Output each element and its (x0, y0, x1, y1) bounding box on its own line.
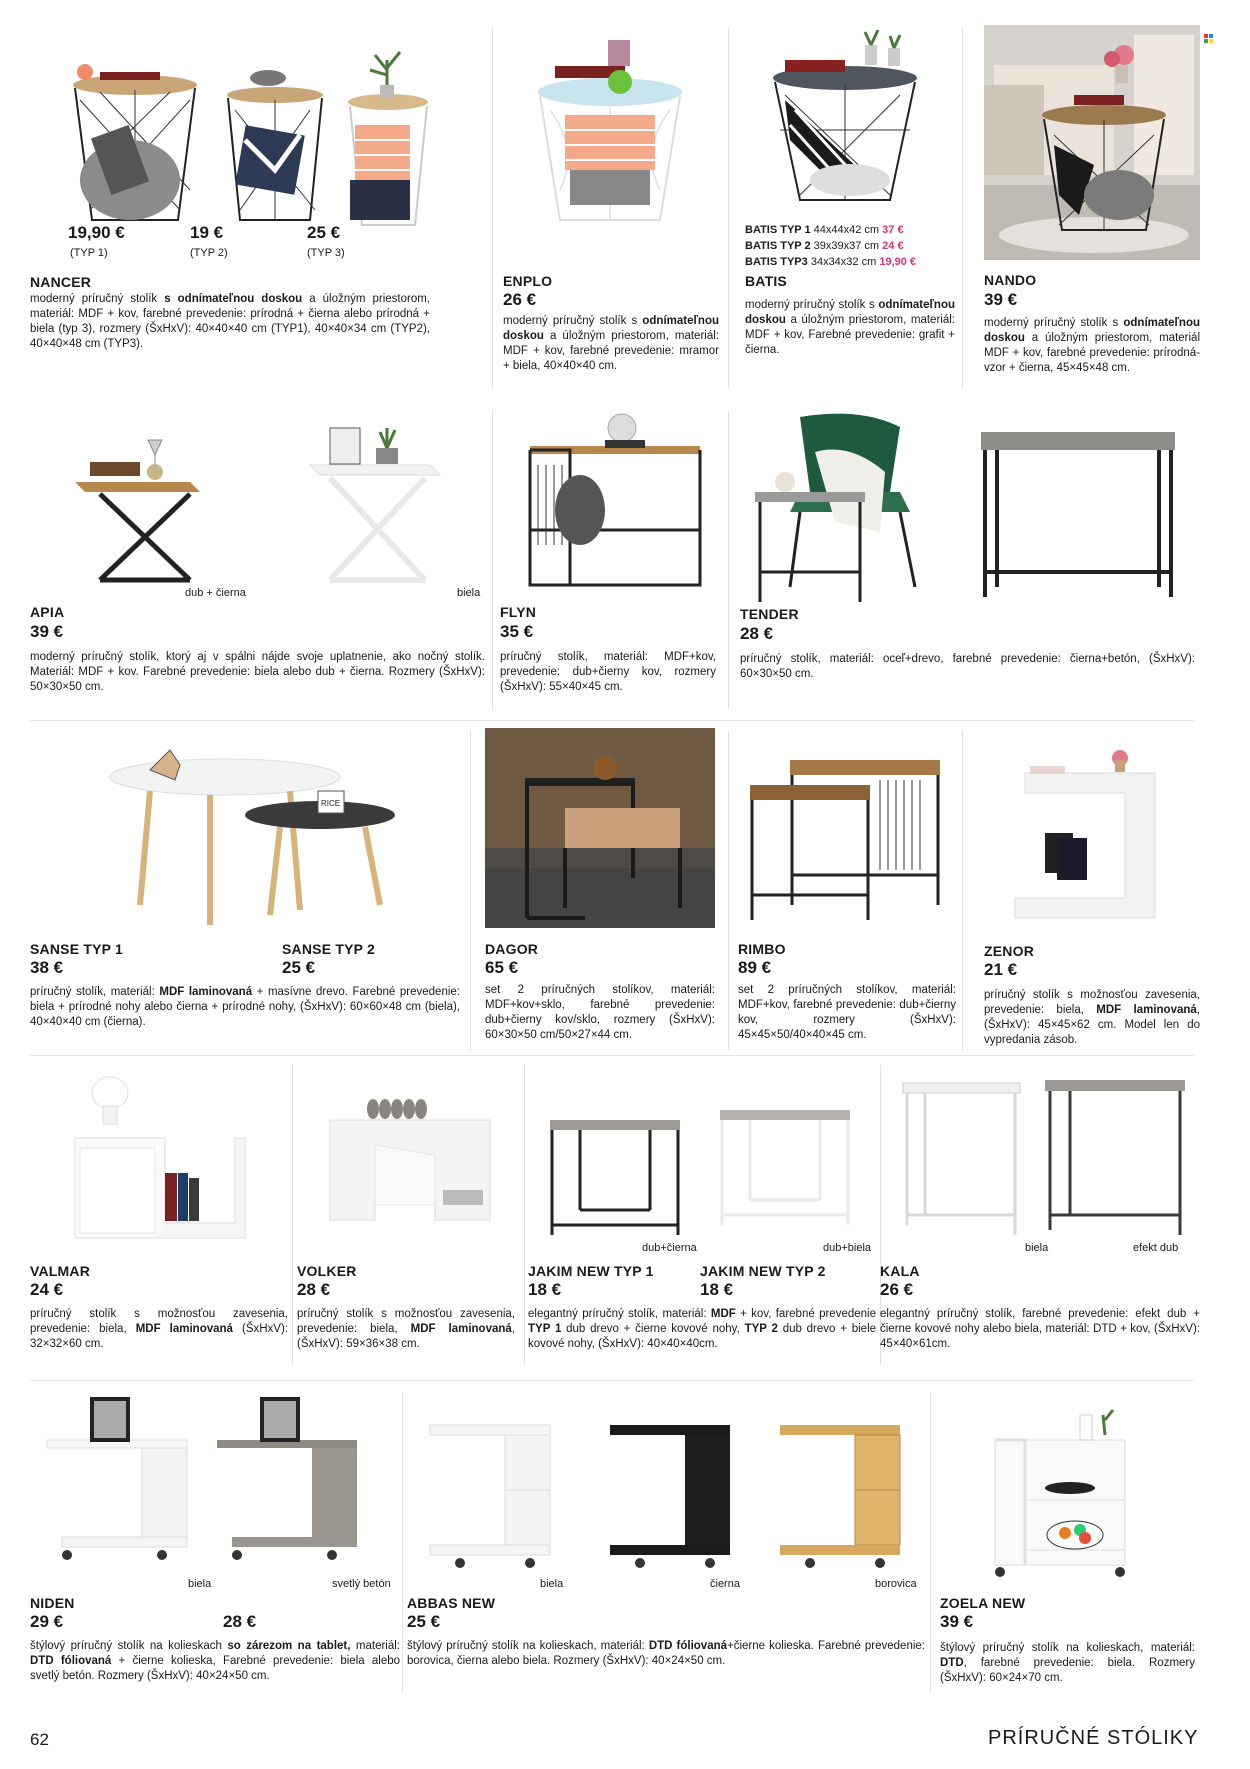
jakim-product-image (540, 1100, 870, 1240)
zenor-description: príručný stolík s možnosťou zavesenia, prevedenie: biela, MDF laminovaná, (ŠxHxV): 45×45×62 cm. Model len do vypredania zásob. (984, 989, 1200, 1046)
nando-product-name: NANDO (984, 272, 1037, 288)
volker-product-image (325, 1095, 495, 1225)
apia-product-name: APIA (30, 604, 65, 620)
column-divider (962, 730, 963, 1050)
column-divider (492, 410, 493, 710)
column-divider (728, 730, 729, 1050)
nando-product-image (984, 25, 1200, 260)
dagor-product-name: DAGOR (485, 941, 539, 957)
sanse-typ2-price: 25 € (282, 958, 316, 977)
tender-description: príručný stolík, materiál: oceľ+drevo, farebné prevedenie: čierna+betón, (ŠxHxV): 60×30×50 cm. (740, 653, 1195, 680)
rimbo-description: set 2 príručných stolíkov, materiál: MDF+kov, farebné prevedenie: dub+čierny kov, rozmery (ŠxHxV): 45×45×50/40×40×45 cm. (738, 984, 956, 1041)
zenor-product-name: ZENOR (984, 943, 1034, 959)
abbas-price: 25 € (407, 1612, 441, 1631)
zoela-description: štýlový príručný stolík na kolieskach, materiál: DTD, farebné prevedenie: biela. Rozmery (ŠxHxV): 60×24×70 cm. (940, 1642, 1195, 1684)
rimbo-product-name: RIMBO (738, 941, 786, 957)
row-divider (30, 1055, 1194, 1056)
jakim-variant-label: dub+biela (823, 1242, 872, 1254)
zenor-price: 21 € (984, 960, 1018, 979)
batis-product-image (740, 30, 950, 220)
page-number: 62 (30, 1730, 49, 1749)
column-divider (524, 1065, 525, 1365)
batis-product-name: BATIS (745, 273, 787, 289)
kala-variant-label: efekt dub (1133, 1242, 1179, 1254)
column-divider (470, 730, 471, 1050)
tender-product-name: TENDER (740, 606, 799, 622)
rimbo-price: 89 € (738, 958, 772, 977)
niden-price-white: 29 € (30, 1612, 64, 1631)
column-divider (930, 1392, 931, 1692)
enplo-product-image (500, 30, 720, 230)
valmar-product-image (65, 1068, 265, 1248)
nancer-typ2-price: 19 € (190, 223, 224, 242)
kala-product-name: KALA (880, 1263, 920, 1279)
jakim-typ1-name: JAKIM NEW TYP 1 (528, 1263, 654, 1279)
niden-price-concrete: 28 € (223, 1612, 257, 1631)
zoela-price: 39 € (940, 1612, 974, 1631)
dagor-price: 65 € (485, 958, 519, 977)
abbas-description: štýlový príručný stolík na kolieskach, materiál: DTD fóliovaná+čierne kolieska. Farebné prevedenie: borovica, čierna alebo biela. Rozmery (ŠxHxV): 40×24×50 cm. (407, 1640, 925, 1667)
abbas-product-image (425, 1415, 915, 1575)
batis-typ2-variant: BATIS TYP 2 39x39x37 cm 24 € (745, 240, 904, 252)
brand-logo-icon (1204, 34, 1214, 44)
column-divider (962, 28, 963, 388)
kala-price: 26 € (880, 1280, 914, 1299)
niden-variant-label: biela (188, 1578, 212, 1590)
niden-product-name: NIDEN (30, 1595, 75, 1611)
flyn-product-image (510, 410, 720, 600)
sanse-typ2-name: SANSE TYP 2 (282, 941, 375, 957)
batis-typ3-variant: BATIS TYP3 34x34x32 cm 19,90 € (745, 256, 917, 268)
sanse-typ1-price: 38 € (30, 958, 64, 977)
column-divider (402, 1392, 403, 1692)
nando-description: moderný príručný stolík s odnímateľnou doskou a úložným priestorom, materiál MDF + kov, farebné prevedenie: prírodná-vzor + čierna, 45×45×48 cm. (984, 317, 1200, 374)
zoela-product-name: ZOELA NEW (940, 1595, 1026, 1611)
kala-variant-label: biela (1025, 1242, 1049, 1254)
row-divider (30, 720, 1194, 721)
sanse-typ1-name: SANSE TYP 1 (30, 941, 123, 957)
jakim-variant-label: dub+čierna (642, 1242, 697, 1254)
apia-product-image (30, 410, 490, 610)
volker-description: príručný stolík s možnosťou zavesenia, prevedenie: biela, MDF laminovaná, (ŠxHxV): 59×36×38 cm. (297, 1308, 515, 1350)
section-title: PRÍRUČNÉ STÓLIKY (988, 1727, 1199, 1749)
abbas-product-name: ABBAS NEW (407, 1595, 496, 1611)
nancer-product-name: NANCER (30, 274, 92, 290)
apia-price: 39 € (30, 622, 64, 641)
nancer-typ2-label: (TYP 2) (190, 247, 228, 259)
tender-price: 28 € (740, 624, 774, 643)
niden-product-image (42, 1392, 382, 1572)
valmar-description: príručný stolík s možnosťou zavesenia, prevedenie: biela, MDF laminovaná (ŠxHxV): 32×32×60 cm. (30, 1308, 288, 1350)
column-divider (292, 1065, 293, 1365)
niden-variant-label: svetlý betón (332, 1578, 391, 1590)
kala-description: elegantný príručný stolík, farebné prevedenie: efekt dub + čierne kovové nohy alebo biela, materiál: DTD + kov, (ŠxHxV): 45×40×61cm. (880, 1308, 1200, 1350)
flyn-description: príručný stolík, materiál: MDF+kov, prevedenie: dub+čierny kov, rozmery (ŠxHxV): 55×40×45 cm. (500, 651, 716, 693)
abbas-variant-label: biela (540, 1578, 564, 1590)
mug-text: RICE (321, 799, 341, 808)
flyn-price: 35 € (500, 622, 534, 641)
nancer-typ1-price: 19,90 € (68, 223, 125, 242)
column-divider (728, 410, 729, 710)
sanse-description: príručný stolík, materiál: MDF laminovaná + masívne drevo. Farebné prevedenie: biela + prírodné nohy alebo čierna + prírodné nohy, (ŠxHxV): 60×60×48 cm (biela), 40×40×40 cm (čierna). (30, 986, 460, 1028)
nancer-typ1-label: (TYP 1) (70, 247, 108, 259)
sanse-product-image (90, 735, 430, 925)
jakim-typ1-price: 18 € (528, 1280, 562, 1299)
apia-variant-label: dub + čierna (185, 587, 246, 599)
zoela-product-image (985, 1400, 1135, 1580)
abbas-variant-label: čierna (710, 1578, 740, 1590)
enplo-price: 26 € (503, 290, 537, 309)
row-divider (30, 1380, 1194, 1381)
nancer-typ3-price: 25 € (307, 223, 341, 242)
enplo-product-name: ENPLO (503, 273, 553, 289)
column-divider (728, 28, 729, 388)
tender-product-image (740, 412, 950, 607)
volker-price: 28 € (297, 1280, 331, 1299)
batis-typ1-variant: BATIS TYP 1 44x44x42 cm 37 € (745, 224, 904, 236)
flyn-product-name: FLYN (500, 604, 537, 620)
niden-description: štýlový príručný stolík na kolieskach so zárezom na tablet, materiál: DTD fóliovaná + čierne kolieska, Farebné prevedenie: biela alebo svetlý betón. Rozmery (ŠxHxV): 40×24×50 cm. (30, 1640, 401, 1682)
apia-description: moderný príručný stolík, ktorý aj v spálni nájde svoje uplatnenie, ako nočný stolík. Materiál: MDF + kov. Farebné prevedenie: biela alebo dub + čierna. Rozmery (ŠxHxV): 50×30×50 cm. (30, 651, 485, 693)
valmar-product-name: VALMAR (30, 1263, 91, 1279)
column-divider (492, 28, 493, 388)
batis-description: moderný príručný stolík s odnímateľnou doskou a úložným priestorom, materiál: MDF + kov, Farebné prevedenie: grafit + čierna. (745, 299, 955, 356)
nancer-description: moderný príručný stolík s odnímateľnou doskou a úložným priestorom, materiál: MDF + kov, farebné prevedenie: prírodná + čierna alebo prírodná + biela (typ 3), rozmery (ŠxHxV): 40×40×40 cm (TYP1), 40×40×34 cm (TYP2), 40×40×48 cm (TYP3). (30, 293, 431, 350)
rimbo-product-image (740, 745, 950, 925)
abbas-variant-label: borovica (875, 1578, 917, 1590)
enplo-description: moderný príručný stolík s odnímateľnou doskou a úložným priestorom, materiál: MDF + kov, farebné prevedenie: mramor + biela, 40×40×40 cm. (503, 315, 719, 372)
nancer-typ3-label: (TYP 3) (307, 247, 345, 259)
kala-product-image (895, 1075, 1195, 1240)
apia-variant-label: biela (457, 587, 481, 599)
dagor-description: set 2 príručných stolíkov, materiál: MDF+kov+sklo, farebné prevedenie: dub+čierny kov/sklo, rozmery (ŠxHxV): 60×30×50 cm/50×27×44 cm. (485, 984, 715, 1041)
volker-product-name: VOLKER (297, 1263, 357, 1279)
zenor-product-image (1005, 738, 1185, 928)
jakim-description: elegantný príručný stolík, materiál: MDF + kov, farebné prevedenie TYP 1 dub drevo + čierne kovové nohy, TYP 2 dub drevo + biele kovové nohy, (ŠxHxV): 40×40×40cm. (528, 1308, 877, 1350)
tender-console-image (975, 412, 1185, 602)
nancer-product-image (30, 30, 470, 250)
nando-price: 39 € (984, 290, 1018, 309)
jakim-typ2-name: JAKIM NEW TYP 2 (700, 1263, 826, 1279)
valmar-price: 24 € (30, 1280, 64, 1299)
jakim-typ2-price: 18 € (700, 1280, 734, 1299)
dagor-product-image (485, 728, 715, 928)
